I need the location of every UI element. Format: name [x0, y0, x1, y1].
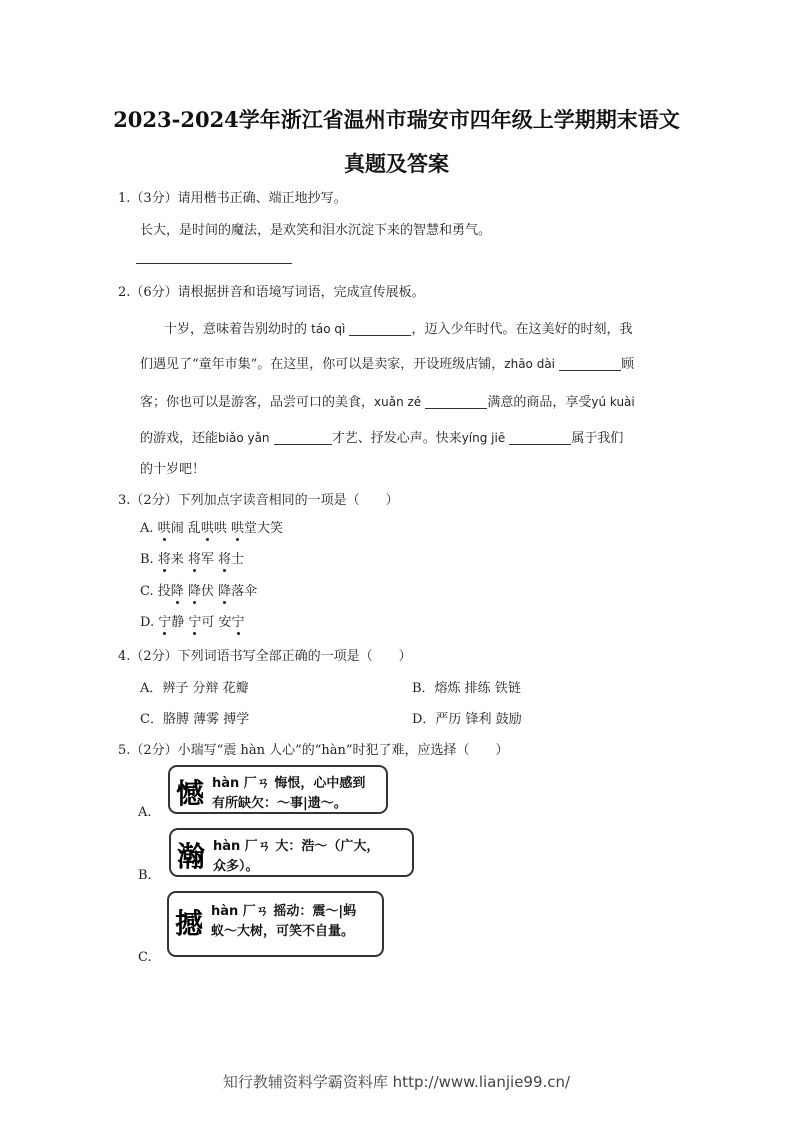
dotted-char: 降 — [188, 580, 201, 599]
q2-text: 们遇见了“童年市集”。在这里，你可以是卖家，开设班级店铺， — [140, 357, 505, 372]
question-4-option-a[interactable]: A．辨子 分辩 花瓣 — [140, 681, 249, 696]
dictionary-card-a[interactable] — [168, 765, 388, 814]
dictionary-card-c[interactable] — [167, 891, 384, 957]
dictionary-char-han-shake: 撼 — [175, 907, 204, 940]
dictionary-line: hàn 厂ㄢ 摇动：震～|蚂 — [211, 904, 357, 919]
dotted-char: 宁 — [158, 611, 171, 630]
option-label: D. — [140, 615, 155, 630]
dictionary-card-b[interactable] — [169, 828, 414, 877]
pinyin-zhao-dai: zhāo dài — [504, 357, 556, 371]
pinyin-biao-yan: biǎo yǎn — [218, 431, 270, 445]
q2-text: 十岁，意味着告别幼时的 — [164, 322, 308, 337]
dotted-char: 降 — [171, 580, 184, 599]
page-title-line2: 真题及答案 — [344, 151, 449, 176]
dictionary-line: 有所缺欠：～事|遗～。 — [212, 796, 347, 811]
dotted-char: 将 — [188, 548, 201, 567]
question-5-stem: 5.（2分）小瑞写“震 hàn 人心”的“hàn”时犯了难，应选择（ ） — [118, 743, 509, 758]
answer-blank-4[interactable] — [274, 430, 332, 445]
question-4-option-d[interactable]: D．严历 锋利 鼓励 — [412, 712, 522, 727]
q2-text: 客；你也可以是游客，品尝可口的美食， — [140, 395, 375, 410]
option-text: 伏 — [200, 584, 219, 599]
question-3-option-c[interactable] — [140, 580, 257, 599]
question-2-stem: 2.（6分）请根据拼音和语境写词语，完成宣传展板。 — [118, 285, 425, 300]
q2-text: 才艺、抒发心声。快来 — [331, 431, 462, 446]
question-5-option-a-label[interactable]: A. — [138, 805, 152, 820]
question-3-option-b[interactable] — [140, 548, 244, 567]
dictionary-line: hàn 厂ㄢ 大：浩～（广大， — [213, 839, 380, 854]
q2-text: 的游戏，还能 — [140, 431, 219, 446]
pinyin-xuan-ze: xuǎn zé — [374, 395, 422, 409]
question-3-option-d[interactable] — [140, 611, 245, 630]
dotted-char: 降 — [218, 580, 231, 599]
pinyin-tao-qi: táo qì — [311, 322, 346, 336]
option-text: 可 安 — [201, 615, 232, 630]
dotted-char: 宁 — [188, 611, 201, 630]
question-2-line-2 — [140, 353, 634, 372]
option-label: C. — [140, 584, 154, 599]
dotted-char: 宁 — [232, 611, 245, 630]
question-1-stem: 1.（3分）请用楷书正确、端正地抄写。 — [118, 191, 347, 206]
q2-text: 满意的商品，享受 — [487, 395, 592, 410]
answer-blank-2[interactable] — [559, 356, 621, 371]
option-text: 静 — [171, 615, 189, 630]
question-2-line-1 — [164, 318, 632, 337]
q2-text: 顾 — [621, 357, 635, 372]
footer-watermark: 知行教辅资料学霸资料库 http://www.lianjie99.cn/ — [222, 1073, 571, 1091]
question-4-option-c[interactable]: C．胳膊 薄雾 搏学 — [140, 712, 250, 727]
dotted-char: 将 — [158, 548, 171, 567]
option-text: 来 — [170, 552, 188, 567]
option-text: 落伞 — [231, 584, 258, 599]
option-text: 士 — [231, 552, 245, 567]
question-4-stem: 4.（2分）下列词语书写全部正确的一项是（ ） — [118, 649, 412, 664]
option-text: 闹 乱 — [170, 521, 201, 536]
option-text: 堂大笑 — [244, 521, 284, 536]
option-text: 哄 — [213, 521, 231, 536]
option-label: B. — [140, 552, 154, 567]
dotted-char: 哄 — [231, 517, 244, 536]
answer-blank-5[interactable] — [509, 430, 571, 445]
dictionary-line: 众多）。 — [213, 859, 259, 874]
dotted-char: 哄 — [201, 517, 214, 536]
pinyin-ying-jie: yíng jiē — [461, 431, 506, 445]
dotted-char: 将 — [218, 548, 231, 567]
option-label: A. — [140, 521, 154, 536]
dictionary-char-han-regret: 憾 — [176, 777, 205, 810]
pinyin-yu-kuai: yú kuài — [591, 395, 635, 409]
question-1-answer-line[interactable] — [136, 263, 292, 264]
answer-blank-3[interactable] — [425, 394, 487, 409]
question-2-line-3 — [140, 391, 635, 410]
option-text: 投 — [157, 584, 171, 599]
dictionary-line: hàn 厂ㄢ 悔恨，心中感到 — [212, 776, 366, 791]
q2-text: ，迈入少年时代。在这美好的时刻，我 — [411, 322, 633, 337]
dictionary-char-han-vast: 瀚 — [177, 840, 206, 873]
question-5-option-b-label[interactable]: B. — [138, 868, 152, 883]
question-1-text: 长大，是时间的魔法，是欢笑和泪水沉淀下来的智慧和勇气。 — [140, 223, 492, 238]
question-5-option-c-label[interactable]: C. — [138, 950, 152, 965]
dictionary-line: 蚁～大树，可笑不自量。 — [211, 924, 355, 939]
question-3-option-a[interactable] — [140, 517, 283, 536]
question-2-line-5: 的十岁吧！ — [140, 462, 206, 477]
option-text: 军 — [201, 552, 219, 567]
answer-blank-1[interactable] — [349, 321, 411, 336]
question-4-option-b[interactable]: B．熔炼 排练 铁链 — [412, 681, 521, 696]
dotted-char: 哄 — [158, 517, 171, 536]
question-2-line-4 — [140, 427, 623, 446]
question-3-stem: 3.（2分）下列加点字读音相同的一项是（ ） — [118, 493, 399, 508]
page-title-line1: 2023-2024学年浙江省温州市瑞安市四年级上学期期末语文 — [113, 107, 680, 132]
q2-text: 属于我们 — [571, 431, 624, 446]
